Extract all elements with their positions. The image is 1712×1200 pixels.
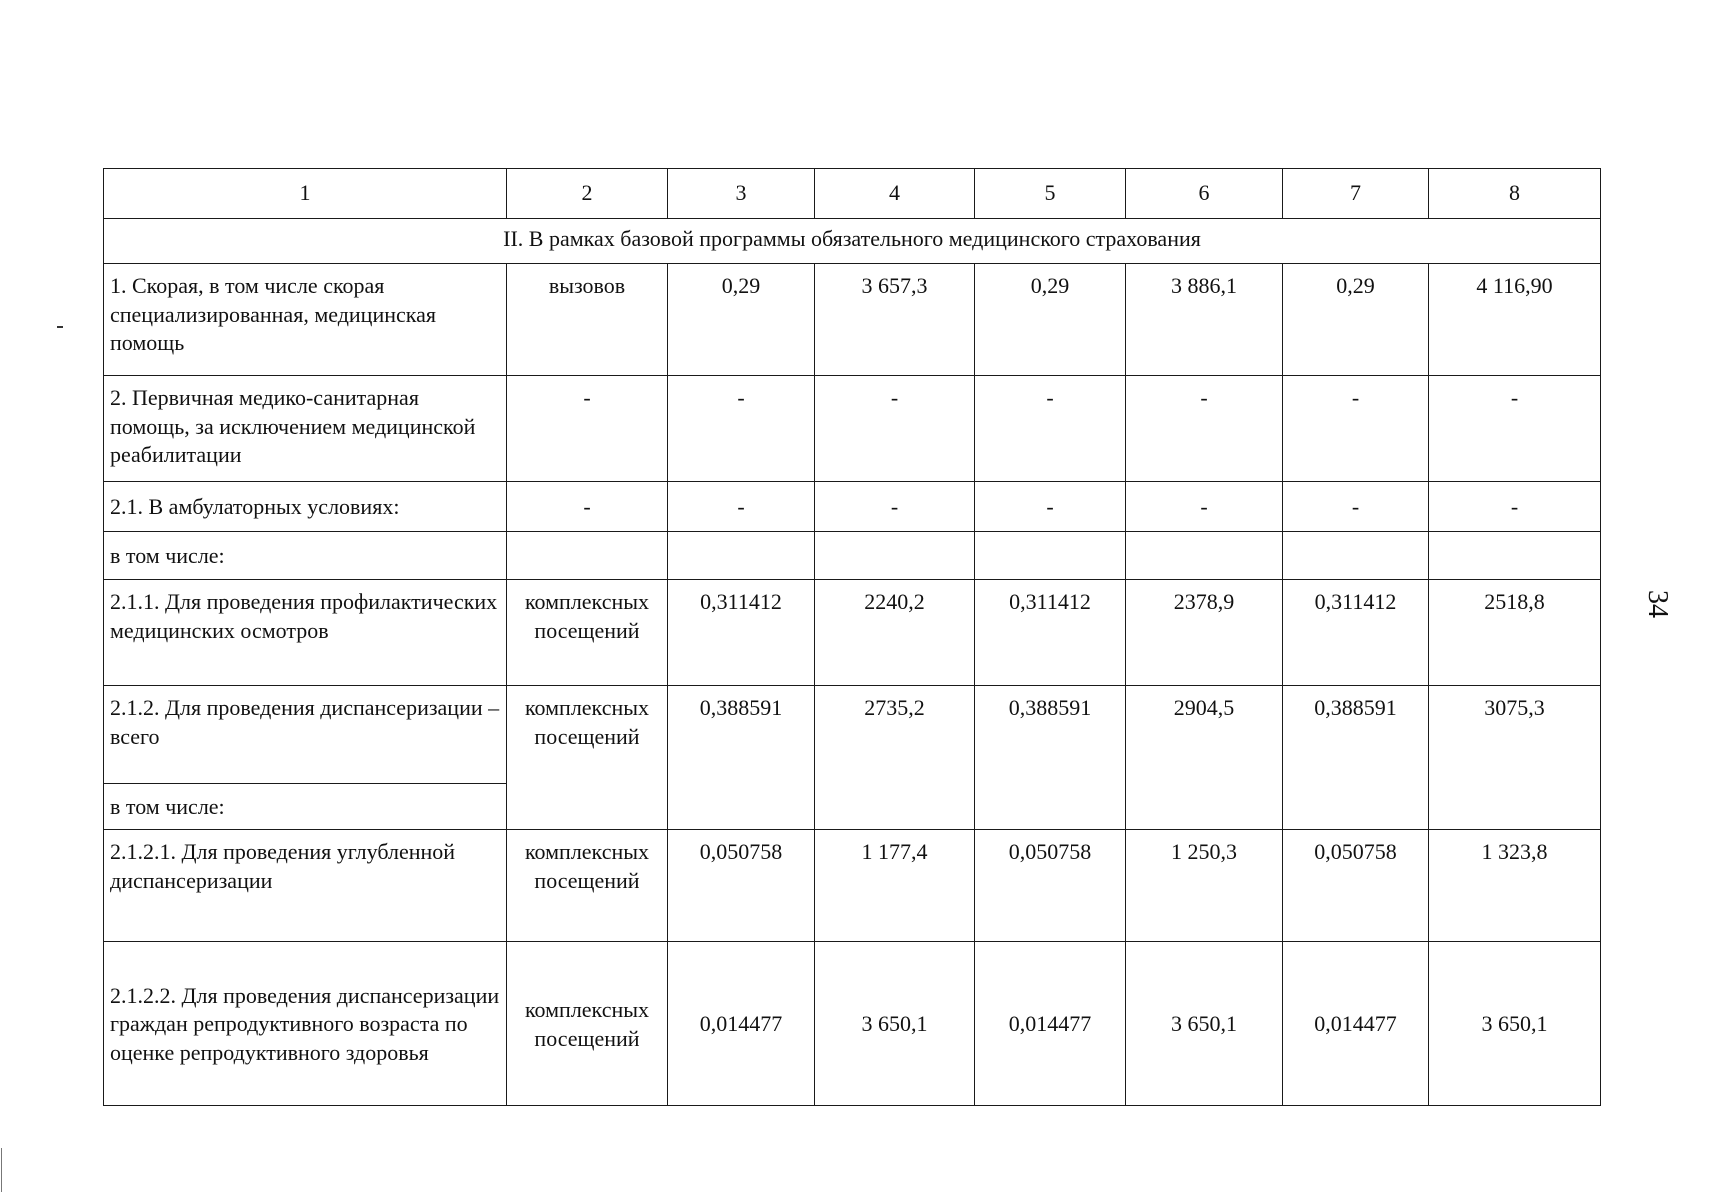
cell-value: -	[815, 376, 975, 482]
column-header: 4	[815, 169, 975, 219]
cell-value: 2378,9	[1126, 580, 1283, 686]
cell-value: 3 657,3	[815, 264, 975, 376]
table-row	[104, 376, 1601, 482]
cell-value: -	[1126, 482, 1283, 532]
cell-value: -	[1429, 482, 1601, 532]
cell-value: 2518,8	[1429, 580, 1601, 686]
section-title: II. В рамках базовой программы обязательного медицинского страхования	[104, 219, 1601, 264]
row-unit: комплексных посещений	[507, 830, 668, 942]
cell-value: 0,311412	[1283, 580, 1429, 686]
cell-value: -	[815, 482, 975, 532]
row-name: 2.1. В амбулаторных условиях:	[104, 482, 507, 532]
row-name: в том числе:	[104, 532, 507, 580]
table-row	[104, 580, 1601, 686]
cell-value: 0,388591	[1283, 686, 1429, 830]
column-header: 1	[104, 169, 507, 219]
row-name: 2.1.2.2. Для проведения диспансеризации граждан репродуктивного возраста по оценке репродуктивного здоровья	[104, 942, 507, 1106]
cell-value: 0,29	[1283, 264, 1429, 376]
cell-value: 3 650,1	[1126, 942, 1283, 1106]
row-sub-label: в том числе:	[104, 784, 507, 830]
cell-value: -	[668, 376, 815, 482]
cell-value: 2240,2	[815, 580, 975, 686]
empty-cell	[1126, 532, 1283, 580]
table-row	[104, 942, 1601, 1106]
row-unit: -	[507, 376, 668, 482]
cell-value: -	[668, 482, 815, 532]
cell-value: 0,388591	[668, 686, 815, 830]
cell-value: 3075,3	[1429, 686, 1601, 830]
row-name: 1. Скорая, в том числе скорая специализированная, медицинская помощь	[104, 264, 507, 376]
table-row	[104, 686, 1601, 784]
cell-value: 2904,5	[1126, 686, 1283, 830]
row-unit: -	[507, 482, 668, 532]
cell-value: 0,050758	[1283, 830, 1429, 942]
table-row	[104, 830, 1601, 942]
table-row	[104, 482, 1601, 532]
cell-value: 0,311412	[975, 580, 1126, 686]
empty-cell	[1283, 532, 1429, 580]
data-table	[103, 168, 1601, 1106]
table-row	[104, 532, 1601, 580]
row-name: 2. Первичная медико-санитарная помощь, за исключением медицинской реабилитации	[104, 376, 507, 482]
cell-value: 0,014477	[1283, 942, 1429, 1106]
cell-value: 0,050758	[668, 830, 815, 942]
empty-cell	[815, 532, 975, 580]
row-name: 2.1.1. Для проведения профилактических медицинских осмотров	[104, 580, 507, 686]
cell-value: -	[1429, 376, 1601, 482]
row-unit: комплексных посещений	[507, 580, 668, 686]
empty-cell	[668, 532, 815, 580]
cell-value: 4 116,90	[1429, 264, 1601, 376]
row-name: 2.1.2. Для проведения диспансеризации – всего	[104, 686, 507, 784]
row-unit: вызовов	[507, 264, 668, 376]
empty-cell	[1429, 532, 1601, 580]
cell-value: 0,014477	[668, 942, 815, 1106]
row-name: 2.1.2.1. Для проведения углубленной диспансеризации	[104, 830, 507, 942]
cell-value: 1 177,4	[815, 830, 975, 942]
cell-value: 0,014477	[975, 942, 1126, 1106]
column-header: 8	[1429, 169, 1601, 219]
column-header: 3	[668, 169, 815, 219]
cell-value: 0,311412	[668, 580, 815, 686]
cell-value: 1 323,8	[1429, 830, 1601, 942]
empty-cell	[975, 532, 1126, 580]
cell-value: -	[1283, 376, 1429, 482]
scan-speck	[1, 1148, 2, 1192]
page-number: 34	[1642, 590, 1673, 618]
empty-cell	[507, 532, 668, 580]
cell-value: 1 250,3	[1126, 830, 1283, 942]
cell-value: 3 650,1	[1429, 942, 1601, 1106]
column-header: 6	[1126, 169, 1283, 219]
column-header-row	[104, 169, 1601, 219]
cell-value: 0,388591	[975, 686, 1126, 830]
cell-value: -	[975, 482, 1126, 532]
cell-value: 3 650,1	[815, 942, 975, 1106]
scan-speck	[57, 326, 63, 328]
cell-value: -	[1283, 482, 1429, 532]
cell-value: 0,29	[975, 264, 1126, 376]
cell-value: 3 886,1	[1126, 264, 1283, 376]
cell-value: 0,29	[668, 264, 815, 376]
row-unit: комплексных посещений	[507, 942, 668, 1106]
cell-value: -	[975, 376, 1126, 482]
section-title-row	[104, 219, 1601, 264]
cell-value: 0,050758	[975, 830, 1126, 942]
column-header: 2	[507, 169, 668, 219]
table-row	[104, 264, 1601, 376]
row-unit: комплексных посещений	[507, 686, 668, 830]
cell-value: 2735,2	[815, 686, 975, 830]
column-header: 5	[975, 169, 1126, 219]
column-header: 7	[1283, 169, 1429, 219]
cell-value: -	[1126, 376, 1283, 482]
